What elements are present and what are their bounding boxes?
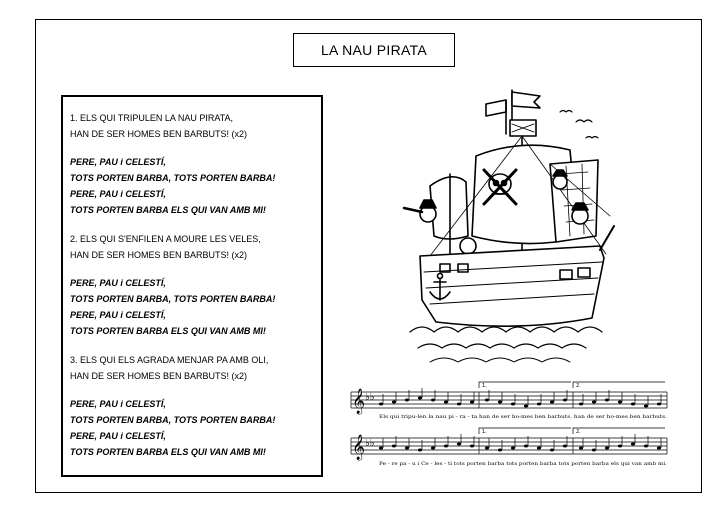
verse-3-line-1: 3. ELS QUI ELS AGRADA MENJAR PA AMB OLI, — [70, 355, 269, 365]
note-head — [592, 401, 596, 404]
note-head — [592, 449, 596, 452]
chorus-2 — [70, 275, 315, 339]
note-head — [563, 399, 567, 402]
ending-2-label: 2. — [576, 429, 581, 435]
chorus-1-line-1: PERE, PAU i CELESTÍ, — [70, 157, 166, 167]
note-head — [457, 403, 461, 406]
note-head — [405, 399, 409, 402]
note-head — [511, 447, 515, 450]
note-head — [605, 399, 609, 402]
score-lyrics-row-1: Els qui tripu-len la nau pi - ra - ta han de ser ho-mes ben barbuts. han de ser ho-mes ben barbuts. — [379, 415, 607, 420]
chorus-3-line-3: PERE, PAU i CELESTÍ, — [70, 431, 166, 441]
chorus-3-line-1: PERE, PAU i CELESTÍ, — [70, 399, 166, 409]
note-head — [431, 447, 435, 450]
staff-row-2 — [351, 428, 667, 454]
note-head — [657, 447, 661, 450]
verse-3-line-2: HAN DE SER HOMES BEN BARBUTS! (x2) — [70, 371, 248, 381]
chorus-2-line-4: TOTS PORTEN BARBA ELS QUI VAN AMB MI! — [70, 326, 266, 336]
music-score — [345, 378, 671, 470]
chorus-1-line-2: TOTS PORTEN BARBA, TOTS PORTEN BARBA! — [70, 173, 276, 183]
chorus-2-line-1: PERE, PAU i CELESTÍ, — [70, 278, 166, 288]
note-head — [444, 401, 448, 404]
notes-row-1 — [379, 388, 661, 408]
note-head — [444, 445, 448, 448]
ending-1-label: 1. — [482, 383, 487, 389]
staff-row-1 — [351, 382, 667, 408]
note-head — [379, 403, 383, 406]
page-title: LA NAU PIRATA — [293, 33, 455, 67]
treble-clef-icon: 𝄞 — [352, 389, 366, 414]
note-head — [618, 445, 622, 448]
note-head — [418, 397, 422, 400]
chorus-3-line-4: TOTS PORTEN BARBA ELS QUI VAN AMB MI! — [70, 447, 266, 457]
note-head — [485, 447, 489, 450]
note-head — [618, 401, 622, 404]
note-head — [631, 443, 635, 446]
note-head — [524, 405, 528, 408]
note-head — [563, 445, 567, 448]
verse-1-line-2: HAN DE SER HOMES BEN BARBUTS! (x2) — [70, 129, 248, 139]
lyrics-box — [61, 95, 323, 477]
note-head — [392, 401, 396, 404]
note-head — [511, 403, 515, 406]
notes-row-2 — [379, 434, 661, 452]
verse-1-line-1: 1. ELS QUI TRIPULEN LA NAU PIRATA, — [70, 113, 234, 123]
note-head — [392, 445, 396, 448]
note-head — [537, 447, 541, 450]
note-head — [644, 405, 648, 408]
verse-2-line-1: 2. ELS QUI S'ENFILEN A MOURE LES VELES, — [70, 234, 261, 244]
note-head — [470, 401, 474, 404]
note-head — [431, 399, 435, 402]
note-head — [579, 403, 583, 406]
flat-icon: ♭♭ — [365, 438, 375, 449]
note-head — [405, 447, 409, 450]
note-head — [498, 401, 502, 404]
chorus-3-line-2: TOTS PORTEN BARBA, TOTS PORTEN BARBA! — [70, 415, 276, 425]
note-head — [631, 403, 635, 406]
note-head — [524, 445, 528, 448]
note-head — [579, 447, 583, 450]
note-head — [550, 449, 554, 452]
chorus-2-line-2: TOTS PORTEN BARBA, TOTS PORTEN BARBA! — [70, 294, 276, 304]
pirate-ship-illustration — [400, 86, 615, 372]
note-head — [470, 445, 474, 448]
score-lyrics-row-2: Pe - re pa - u i Ce - les - tí tots porten barba tots porten barba tots porten barba els qui van amb mi. — [379, 462, 612, 467]
note-head — [537, 403, 541, 406]
chorus-3 — [70, 396, 315, 460]
chorus-1-line-3: PERE, PAU i CELESTÍ, — [70, 189, 166, 199]
note-head — [418, 449, 422, 452]
verse-2-line-2: HAN DE SER HOMES BEN BARBUTS! (x2) — [70, 250, 248, 260]
note-head — [498, 449, 502, 452]
flat-icon: ♭♭ — [365, 392, 375, 403]
note-head — [644, 445, 648, 448]
note-head — [550, 401, 554, 404]
note-head — [657, 403, 661, 406]
note-head — [485, 399, 489, 402]
chorus-1-line-4: TOTS PORTEN BARBA ELS QUI VAN AMB MI! — [70, 205, 266, 215]
note-head — [605, 447, 609, 450]
note-head — [379, 447, 383, 450]
ending-1-label: 1. — [482, 429, 487, 435]
note-head — [457, 443, 461, 446]
chorus-1 — [70, 154, 315, 218]
chorus-2-line-3: PERE, PAU i CELESTÍ, — [70, 310, 166, 320]
ending-2-label: 2. — [576, 383, 581, 389]
treble-clef-icon: 𝄞 — [352, 435, 366, 460]
